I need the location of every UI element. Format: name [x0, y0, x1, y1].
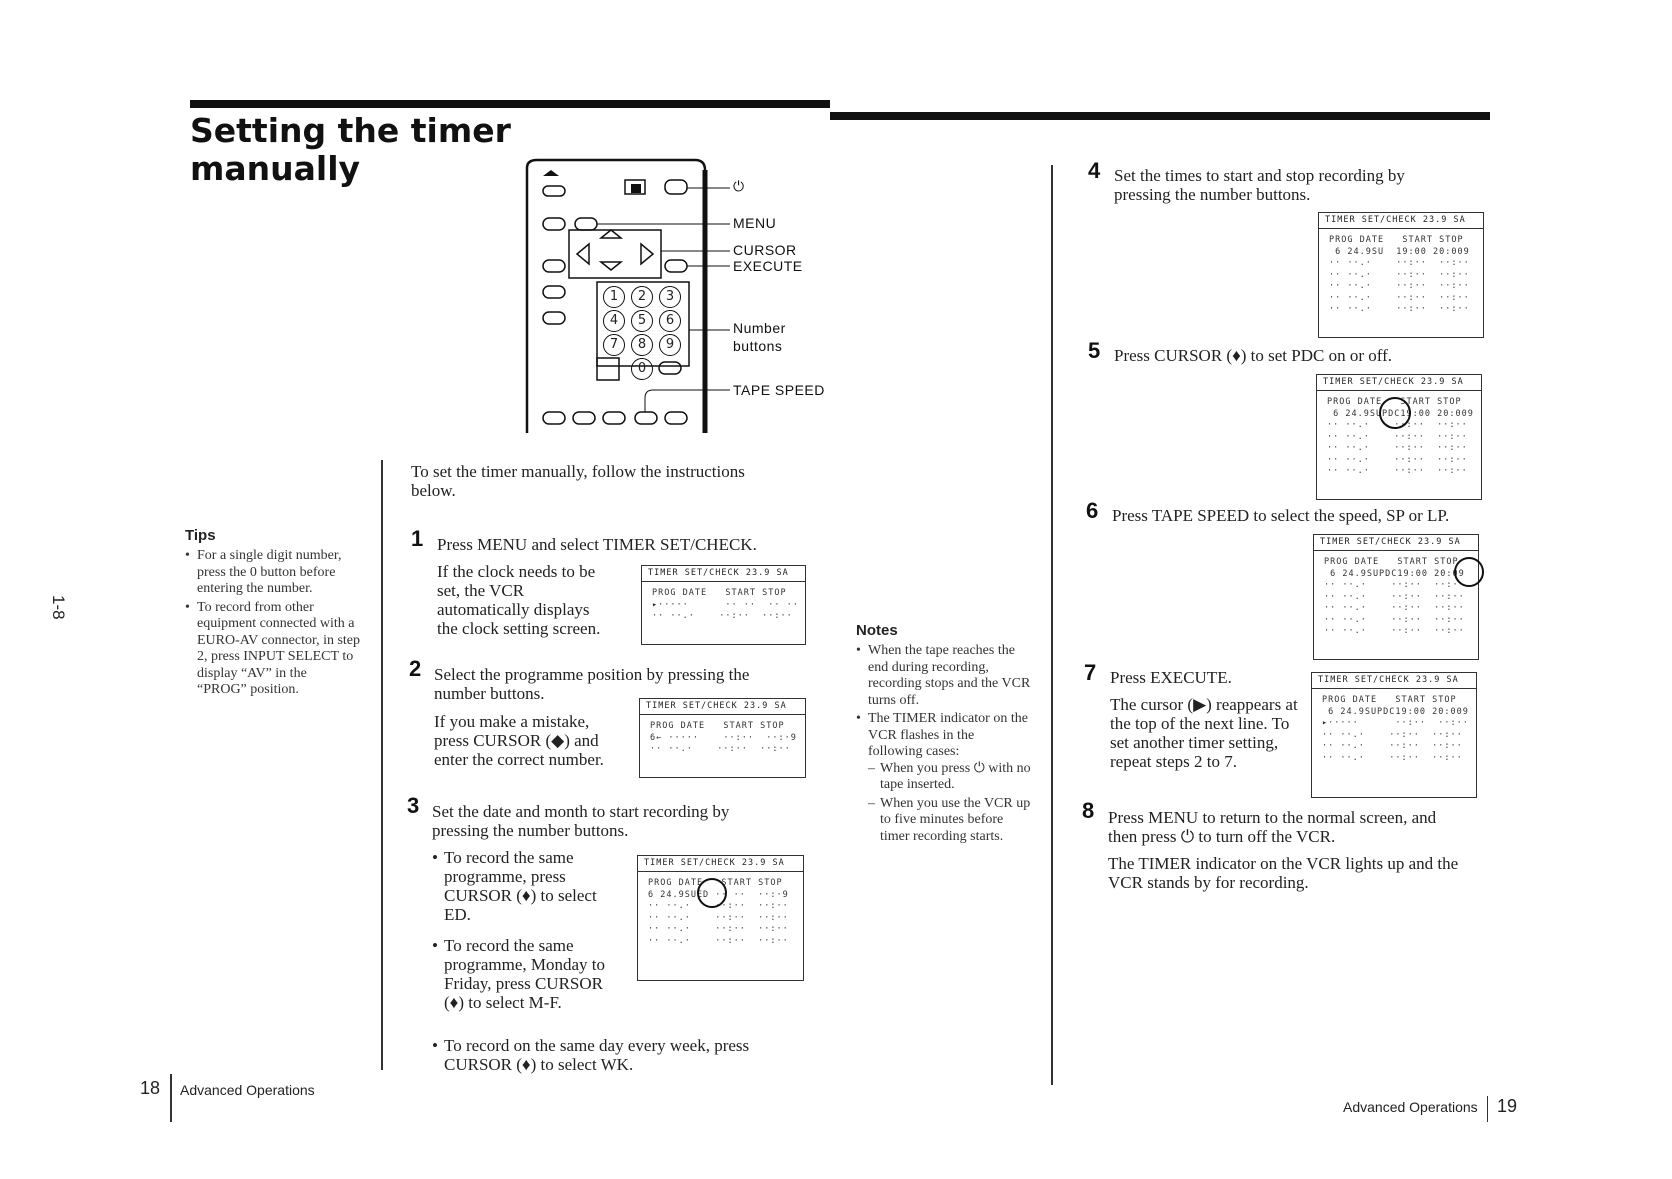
screen-row: PROG DATE START STOP [652, 588, 787, 598]
screen-header: TIMER SET/CHECK 23.9 SA [640, 699, 805, 715]
step-7-number: 7 [1084, 660, 1097, 685]
step-1-title: Press MENU and select TIMER SET/CHECK. [437, 535, 757, 554]
footer-right-page: 19 [1497, 1096, 1518, 1116]
step-4-number: 4 [1088, 158, 1101, 183]
number-button-3: 3 [659, 286, 681, 308]
intro-text: To set the timer manually, follow the instructions below. [411, 462, 745, 500]
screen-row: ·· ··.· ··:·· ··:·· [650, 744, 791, 754]
highlight-circle [697, 878, 727, 908]
title-line-1: Setting the timer [190, 111, 511, 150]
screen-header: TIMER SET/CHECK 23.9 SA [1319, 213, 1483, 229]
screen-row: ·· ··.· ··:·· ··:·· [648, 901, 789, 911]
screen-header: TIMER SET/CHECK 23.9 SA [642, 566, 805, 582]
screen-row: PROG DATE START STOP [1327, 397, 1462, 407]
screen-header: TIMER SET/CHECK 23.9 SA [638, 856, 803, 872]
screen-row: 6 24.9SUPDC19:00 20:09 [1324, 568, 1465, 579]
number-button-7: 7 [603, 334, 625, 356]
number-button-2: 2 [631, 286, 653, 308]
number-button-4: 4 [603, 310, 625, 332]
screen-row: ·· ··.· ··:·· ··:·· [648, 912, 789, 923]
notes-title: Notes [856, 622, 898, 639]
title-line-2: manually [190, 149, 361, 188]
highlight-circle [1379, 397, 1411, 429]
note-item: • The TIMER indicator on the VCR flashes in the following cases: [856, 711, 1031, 761]
step-2-title: Select the programme position by pressing the number buttons. [434, 665, 750, 703]
screen-row: PROG DATE START STOP [650, 721, 785, 731]
top-rule-left [190, 100, 830, 108]
number-keypad [603, 286, 687, 386]
execute-label: EXECUTE [733, 258, 803, 274]
screen-row: PROG DATE START STOP [1322, 695, 1457, 705]
step-4-title: Set the times to start and stop recording by pressing the number buttons. [1114, 166, 1405, 204]
step-3-bullets [432, 848, 612, 1012]
screen-row: ·· ··.· ··:·· ··:·· [1329, 281, 1470, 291]
screen-row: ·· ··.· ··:·· ··:·· [1324, 603, 1465, 613]
tip-item: • To record from other equipment connected with a EURO-AV connector, in step 2, press INPUT SELECT to display “AV” in the “PROG” position. [185, 600, 360, 699]
number-button-6: 6 [659, 310, 681, 332]
step-6-number: 6 [1086, 498, 1099, 523]
screen-row: ·· ··.· ··:·· ··:·· [652, 611, 793, 621]
screen-row: ·· ··.· ··:·· ··:·· [1329, 269, 1470, 280]
screen-row: ·· ··.· ··:·· ··:·· [1327, 431, 1468, 442]
note-subitem: – When you press ⏻ with no tape inserted. [868, 760, 1031, 792]
menu-label: MENU [733, 215, 777, 231]
side-tab: 1-8 [49, 595, 68, 620]
footer-left-section: Advanced Operations [180, 1082, 315, 1098]
screen-row: 6 24.9SU 19:00 20:009 [1329, 246, 1470, 257]
screen-row: 6 24.9SUPDC19:00 20:009 [1322, 706, 1469, 717]
page-title [190, 112, 511, 188]
step-3-number: 3 [407, 793, 420, 818]
number-label-2: buttons [733, 338, 783, 354]
step-6-title: Press TAPE SPEED to select the speed, SP or LP. [1112, 506, 1450, 525]
number-button-1: 1 [603, 286, 625, 308]
timer-screen-3 [637, 855, 804, 981]
tape-speed-label: TAPE SPEED [733, 382, 825, 398]
power-label: ⏻ [733, 178, 745, 194]
timer-screen-4 [1318, 212, 1484, 338]
screen-row: 6 24.9SUED ·· ·· ··:·9 [648, 889, 789, 900]
screen-row: 6 24.9SUPDC19:00 20:009 [1327, 408, 1474, 419]
footer-right-section: Advanced Operations [1343, 1099, 1478, 1115]
number-button-5: 5 [631, 310, 653, 332]
timer-screen-6 [1313, 534, 1479, 660]
screen-row: ·· ··.· ··:·· ··:·· [1322, 752, 1463, 763]
step-3-bullet: • To record the same programme, Monday to Friday, press CURSOR (♦) to select M-F. [432, 936, 612, 1012]
step-1-number: 1 [411, 526, 424, 551]
number-button-8: 8 [631, 334, 653, 356]
highlight-circle [1454, 557, 1484, 587]
timer-screen-1 [641, 565, 806, 645]
tip-item: • For a single digit number, press the 0 button before entering the number. [185, 548, 360, 598]
screen-row: ·· ··.· ··:·· ··:·· [1324, 580, 1465, 590]
screen-row: 6← ····· ··:·· ··:·9 [650, 732, 797, 743]
step-2-body: If you make a mistake, press CURSOR (◆) and enter the correct number. [434, 712, 604, 769]
screen-row: ▸····· ··:·· ··:·· [1322, 718, 1469, 728]
screen-row: ·· ··.· ··:·· ··:·· [1327, 443, 1468, 453]
note-subitem: – When you use the VCR up to five minutes before timer recording starts. [868, 795, 1031, 844]
screen-row: ·· ··.· ··:·· ··:·· [1327, 420, 1468, 430]
column-divider-left [381, 460, 383, 1070]
step-8-title: Press MENU to return to the normal screen, and then press ⏻ to turn off the VCR. [1108, 808, 1437, 846]
step-2-number: 2 [409, 656, 422, 681]
screen-row: ·· ··.· ··:·· ··:·· [1327, 466, 1468, 476]
screen-header: TIMER SET/CHECK 23.9 SA [1317, 375, 1481, 391]
screen-row: ·· ··.· ··:·· ··:·· [1329, 258, 1470, 268]
screen-row: ·· ··.· ··:·· ··:·· [1324, 591, 1465, 602]
footer-left-page: 18 [140, 1078, 161, 1098]
step-1-body: If the clock needs to be set, the VCR automatically displays the clock setting screen. [437, 562, 601, 638]
note-item: • When the tape reaches the end during recording, recording stops and the VCR turns off. [856, 643, 1031, 709]
timer-screen-5 [1316, 374, 1482, 500]
screen-row: PROG DATE START STOP [648, 878, 783, 888]
screen-row: PROG DATE START STOP [1324, 557, 1459, 567]
screen-row: ·· ··.· ··:·· ··:·· [1322, 741, 1463, 751]
cursor-label: CURSOR [733, 242, 797, 258]
screen-row: ·· ··.· ··:·· ··:·· [1329, 292, 1470, 303]
step-3-bullet: • To record on the same day every week, press CURSOR (♦) to select WK. [432, 1036, 802, 1074]
screen-row: ·· ··.· ··:·· ··:·· [648, 924, 789, 934]
timer-screen-7 [1311, 672, 1477, 798]
step-5-number: 5 [1088, 338, 1101, 363]
number-label-1: Number [733, 320, 786, 336]
screen-row: ·· ··.· ··:·· ··:·· [648, 935, 789, 946]
step-3-title: Set the date and month to start recording by pressing the number buttons. [432, 802, 730, 840]
number-button-9: 9 [659, 334, 681, 356]
screen-row: PROG DATE START STOP [1329, 235, 1464, 245]
timer-screen-2 [639, 698, 806, 778]
screen-header: TIMER SET/CHECK 23.9 SA [1314, 535, 1478, 551]
screen-row: ▸····· ·· ·· ·· ·· [652, 599, 799, 610]
screen-row: ·· ··.· ··:·· ··:·· [1324, 614, 1465, 625]
screen-row: ·· ··.· ··:·· ··:·· [1324, 626, 1465, 636]
step-3-bullet: • To record the same programme, press CURSOR (♦) to select ED. [432, 848, 612, 924]
footer-left-divider [170, 1074, 172, 1122]
number-button-0: 0 [631, 358, 653, 380]
step-5-title: Press CURSOR (♦) to set PDC on or off. [1114, 346, 1393, 365]
screen-row: ·· ··.· ··:·· ··:·· [1329, 304, 1470, 314]
tips-box [185, 527, 360, 699]
step-3-bullet-wide [432, 1036, 802, 1074]
column-divider-center [1051, 165, 1053, 1085]
tips-title: Tips [185, 527, 216, 544]
footer-right-divider [1487, 1096, 1488, 1122]
step-7-title: Press EXECUTE. [1110, 668, 1232, 687]
screen-row: ·· ··.· ··:·· ··:·· [1327, 454, 1468, 465]
screen-row: ·· ··.· ··:·· ··:·· [1322, 729, 1463, 740]
remote-illustration [525, 158, 825, 433]
step-7-body: The cursor (▶) reappears at the top of the next line. To set another timer setting, repeat steps 2 to 7. [1110, 695, 1298, 771]
step-8-body: The TIMER indicator on the VCR lights up and the VCR stands by for recording. [1108, 854, 1459, 892]
screen-header: TIMER SET/CHECK 23.9 SA [1312, 673, 1476, 689]
step-8-number: 8 [1082, 798, 1095, 823]
top-rule-right [830, 112, 1490, 120]
notes-box [856, 622, 1031, 845]
